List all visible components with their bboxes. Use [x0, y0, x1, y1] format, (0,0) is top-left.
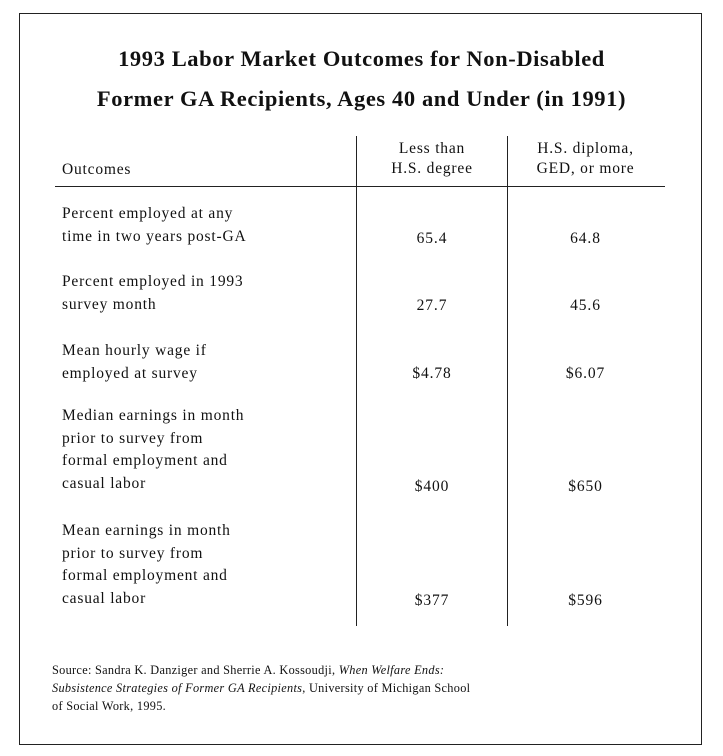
source-note [52, 661, 692, 715]
source-suffix: , University of Michigan School [302, 681, 471, 695]
column-header-hs-or-more-line-2: GED, or more [536, 160, 635, 177]
row-label-mean-earnings [62, 520, 352, 610]
cell-median-earnings-less-than-hs: $400 [414, 478, 450, 495]
source-title-part-2: Subsistence Strategies of Former GA Recipients [52, 681, 303, 695]
column-header-hs-or-more [508, 139, 663, 179]
cell-median-earnings-hs-or-more: $650 [568, 478, 603, 495]
cell-mean-hourly-wage-hs-or-more: $6.07 [565, 365, 606, 382]
row-label-employed-survey-month [62, 271, 352, 316]
row-label-line: Percent employed at any [62, 205, 234, 222]
cell-mean-hourly-wage-less-than-hs: $4.78 [412, 365, 452, 382]
table-title-line-2: Former GA Recipients, Ages 40 and Under (in 1991) [96, 86, 627, 111]
source-line-1 [52, 661, 692, 679]
column-header-hs-or-more-line-1: H.S. diploma, [537, 140, 634, 157]
cell-employed-survey-month-less-than-hs: 27.7 [416, 297, 448, 314]
row-label-line: casual labor [62, 589, 147, 607]
row-label-mean-hourly-wage [62, 340, 352, 385]
cell-employed-survey-month-hs-or-more: 45.6 [570, 297, 601, 314]
row-label-median-earnings [62, 405, 352, 495]
row-label-line: survey month [62, 295, 157, 313]
column-header-less-than-hs-line-2: H.S. degree [391, 160, 473, 177]
cell-employed-any-time-less-than-hs: 65.4 [416, 230, 448, 247]
column-header-less-than-hs [357, 139, 507, 179]
row-label-line: Median earnings in month [62, 407, 245, 424]
source-line-3: of Social Work, 1995. [52, 699, 167, 713]
cell-employed-any-time-hs-or-more: 64.8 [570, 230, 601, 247]
row-label-line: prior to survey from [62, 544, 204, 562]
cell-mean-earnings-less-than-hs: $377 [414, 592, 450, 609]
table-title-line-1: 1993 Labor Market Outcomes for Non-Disabled [118, 46, 605, 71]
source-line-2 [52, 679, 692, 697]
row-label-line: employed at survey [62, 364, 198, 382]
row-label-line: formal employment and [62, 452, 228, 469]
row-label-line: Mean hourly wage if [62, 342, 207, 359]
row-label-line: casual labor [62, 474, 147, 492]
column-header-outcomes: Outcomes [62, 161, 132, 178]
column-header-less-than-hs-line-1: Less than [398, 140, 466, 157]
row-label-line: prior to survey from [62, 429, 204, 447]
row-label-employed-any-time [62, 203, 352, 248]
source-prefix: Source: Sandra K. Danziger and Sherrie A. Kossoudji, [52, 663, 336, 677]
row-label-line: Mean earnings in month [62, 522, 231, 539]
row-label-line: formal employment and [62, 567, 228, 584]
row-label-line: Percent employed in 1993 [62, 273, 244, 290]
source-title-part-1: When Welfare Ends: [338, 663, 445, 677]
header-divider [55, 186, 665, 187]
row-label-line: time in two years post-GA [62, 227, 247, 245]
cell-mean-earnings-hs-or-more: $596 [568, 592, 603, 609]
